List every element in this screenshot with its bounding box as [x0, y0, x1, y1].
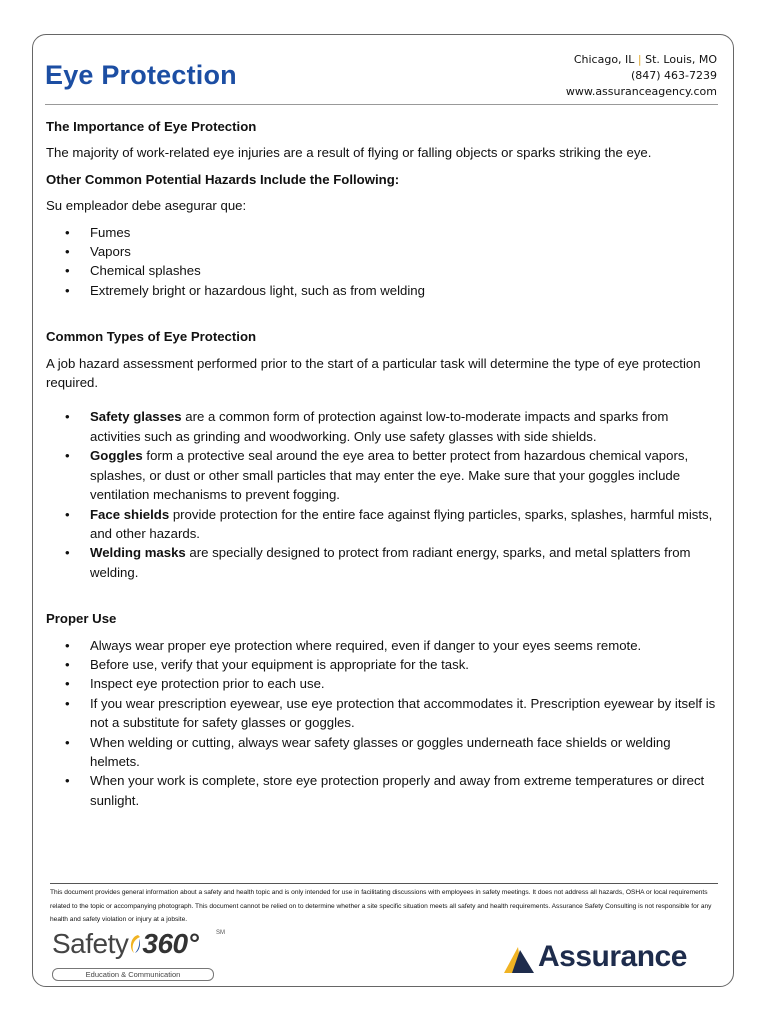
list-item: • Fumes — [46, 223, 716, 242]
disclaimer-text: This document provides general information about a safety and health topic and is only intended for use in facilitating discussions with employees in safety meetings. It does not address all hazards, OSHA or local requirements related to the topic or accompanying photograph. This document cannot be relied on to determine whether a site specific situation meets all safety and health requirements. Assurance Safety Consulting is not responsible for any health and safety violation or injury at a jobsite. — [50, 889, 712, 924]
term-goggles: Goggles — [90, 448, 143, 464]
list-item: • Chemical splashes — [46, 261, 716, 280]
list-item: • Inspect eye protection prior to each use. — [46, 674, 716, 693]
bullet-icon: • — [65, 263, 70, 279]
bullet-icon: • — [65, 773, 70, 789]
bullet-icon: • — [65, 448, 70, 464]
importance-text: The majority of work-related eye injuries are a result of flying or falling objects or sparks striking the eye. — [46, 145, 652, 161]
list-item: • If you wear prescription eyewear, use eye protection that accommodates it. Prescription eyewear by itself is not a substitute for safety glasses or goggles. — [65, 695, 716, 731]
assurance-logo — [504, 940, 720, 978]
list-item: • Safety glasses are a common form of protection against low-to-moderate impacts and sparks from activities such as grinding and woodworking. Only use safety glasses with side shields. — [65, 409, 669, 444]
term-safety-glasses: Safety glasses — [90, 409, 182, 425]
bullet-icon: • — [65, 734, 70, 750]
list-item: • Always wear proper eye protection where required, even if danger to your eyes seems remote. — [46, 636, 716, 655]
list-item: • When your work is complete, store eye protection properly and away from extreme temperatures or direct sunlight. — [65, 773, 705, 808]
types-list — [46, 407, 716, 582]
bullet-icon: • — [65, 409, 70, 425]
contact-block — [566, 52, 717, 100]
swoosh-icon — [128, 933, 142, 955]
list-item: • Extremely bright or hazardous light, such as from welding — [46, 281, 716, 300]
bullet-icon: • — [65, 506, 70, 522]
list-item: • Before use, verify that your equipment is appropriate for the task. — [46, 655, 716, 674]
bullet-icon: • — [65, 244, 70, 260]
document-body — [46, 117, 716, 819]
heading-proper-use: Proper Use — [46, 611, 117, 627]
term-face-shields: Face shields — [90, 506, 170, 522]
safety-logo-number: 360° — [142, 928, 199, 959]
bullet-icon: • — [65, 282, 70, 298]
heading-other-hazards: Other Common Potential Hazards Include the Following: — [46, 171, 400, 187]
safety-logo-word: Safety — [52, 928, 129, 959]
bullet-icon: • — [65, 224, 70, 240]
city-chicago: Chicago, IL — [573, 53, 635, 66]
city-st-louis: St. Louis, MO — [645, 53, 717, 66]
list-item: • Vapors — [46, 242, 716, 261]
bullet-icon: • — [65, 545, 70, 561]
hazards-intro: Su empleador debe asegurar que: — [46, 198, 247, 214]
types-intro: A job hazard assessment performed prior to the start of a particular task will determine the type of eye protection required. — [46, 355, 701, 391]
heading-types: Common Types of Eye Protection — [46, 329, 257, 345]
term-welding-masks: Welding masks — [90, 545, 186, 561]
page-title: Eye Protection — [45, 60, 237, 90]
phone-number: (847) 463-7239 — [630, 69, 717, 82]
office-locations — [566, 52, 717, 68]
assurance-triangle-icon — [504, 947, 536, 973]
hazards-list — [46, 223, 716, 301]
header-divider — [45, 104, 718, 105]
list-item: • When welding or cutting, always wear safety glasses or goggles underneath face shields or welding helmets. — [65, 734, 671, 769]
assurance-logo-word: Assurance — [538, 940, 687, 973]
bullet-icon: • — [65, 637, 70, 653]
bullet-icon: • — [65, 695, 70, 711]
list-item: • Goggles form a protective seal around the eye area to better protect from hazardous chemical vapors, splashes, or dust or other small particles that may enter the eye. Make sure that your goggles include ventilation mechanisms to prevent fogging. — [65, 448, 689, 503]
location-separator: | — [637, 53, 642, 66]
service-mark: SM — [216, 930, 225, 936]
list-item: • Welding masks are specially designed to protect from radiant energy, sparks, and metal splatters from welding. — [65, 545, 691, 580]
safety-logo-tagline: Education & Communication — [52, 968, 214, 981]
safety-360-logo — [50, 926, 230, 984]
website-link[interactable]: www.assuranceagency.com — [565, 85, 717, 98]
proper-use-list — [46, 636, 716, 811]
heading-importance: The Importance of Eye Protection — [46, 119, 257, 134]
list-item: • Face shields provide protection for the entire face against flying particles, sparks, splashes, harmful mists, and other hazards. — [65, 506, 713, 541]
bullet-icon: • — [65, 676, 70, 692]
disclaimer-divider — [50, 883, 718, 884]
bullet-icon: • — [65, 656, 70, 672]
